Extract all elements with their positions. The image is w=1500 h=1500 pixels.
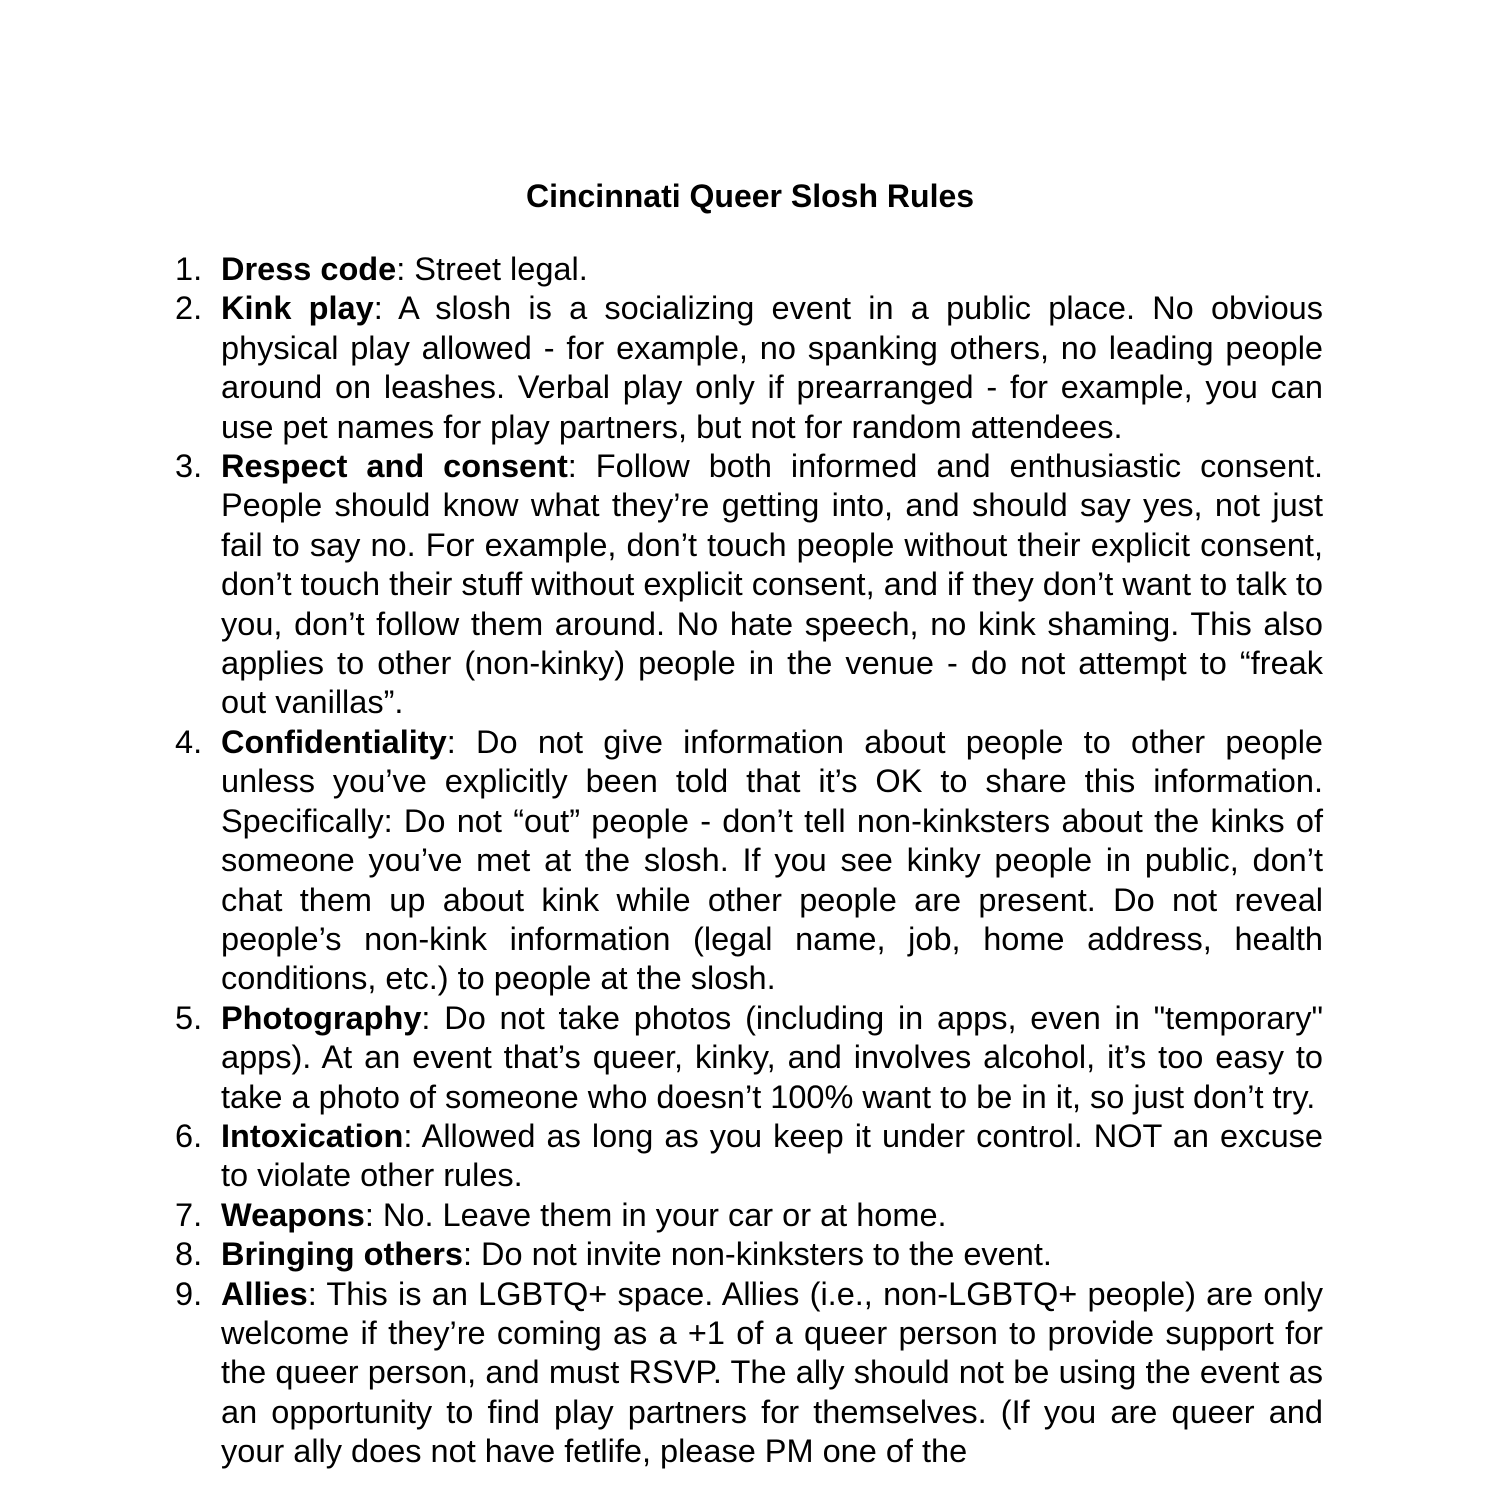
rule-number: 9.	[175, 1275, 203, 1312]
rule-item-allies	[175, 1275, 1323, 1472]
rule-term: Respect and consent	[221, 448, 568, 485]
rule-term: Allies	[221, 1275, 308, 1312]
rule-item-dress-code	[175, 250, 1323, 289]
rule-term: Dress code	[221, 251, 397, 287]
rule-text: : This is an LGBTQ+ space. Allies (i.e., non-LGBTQ+ people) are only welcome if they’re coming as a +1 of a queer person to provide support for the queer person, and must RSVP. The ally should not be using the event as an opportunity to find play partners for themselves. (If you are queer and your ally does not have fetlife, please PM one of the	[221, 1275, 1323, 1470]
rule-number: 8.	[175, 1236, 203, 1273]
rule-text: : No. Leave them in your car or at home.	[364, 1196, 947, 1233]
rule-item-kink-play	[175, 289, 1324, 447]
rule-item-confidentiality	[175, 723, 1323, 999]
rule-text: : Do not take photos (including in apps, even in "temporary" apps). At an event that’s queer, kinky, and involves alcohol, it’s too easy to take a photo of someone who doesn’t 100% want to be in it, so just don’t try.	[221, 999, 1323, 1115]
rule-text: : Do not invite non-kinksters to the event.	[462, 1236, 1052, 1273]
rule-item-weapons	[175, 1196, 1323, 1235]
rule-item-intoxication	[175, 1117, 1323, 1196]
rule-text: : A slosh is a socializing event in a public place. No obvious physical play allowed - for example, no spanking others, no leading people around on leashes. Verbal play only if prearranged - for example, you can use pet names for play partners, but not for random attendees.	[221, 290, 1324, 445]
rule-item-photography	[175, 999, 1323, 1117]
rules-list	[175, 250, 1324, 1472]
rule-term: Confidentiality	[221, 723, 447, 760]
rule-text: : Do not give information about people to other people unless you’ve explicitly been told that it’s OK to share this information. Specifically: Do not “out” people - don’t tell non-kinksters about the kinks of someone you’ve met at the slosh. If you see kinky people in public, don’t chat them up about kink while other people are present. Do not reveal people’s non-kink information (legal name, job, home address, health conditions, etc.) to people at the slosh.	[221, 723, 1323, 997]
rule-term: Weapons	[221, 1196, 365, 1233]
rule-term: Intoxication	[221, 1117, 404, 1154]
rule-term: Photography	[221, 999, 422, 1036]
rule-item-bringing-others	[175, 1235, 1323, 1274]
rule-number: 5.	[175, 999, 203, 1036]
rule-number: 3.	[175, 448, 203, 485]
rule-text: : Street legal.	[396, 251, 588, 287]
rule-number: 4.	[175, 723, 203, 760]
rule-text: : Allowed as long as you keep it under control. NOT an excuse to violate other rules.	[221, 1117, 1323, 1194]
rule-term: Kink play	[221, 290, 374, 327]
document-title: Cincinnati Queer Slosh Rules	[525, 178, 975, 214]
rule-number: 7.	[175, 1196, 203, 1233]
rule-number: 6.	[175, 1117, 203, 1154]
rule-text: : Follow both informed and enthusiastic consent. People should know what they’re getting into, and should say yes, not just fail to say no. For example, don’t touch people without their explicit consent, don’t touch their stuff without explicit consent, and if they don’t want to talk to you, don’t follow them around. No hate speech, no kink shaming. This also applies to other (non-kinky) people in the venue - do not attempt to “freak out vanillas”.	[221, 448, 1324, 721]
rule-number: 2.	[175, 290, 203, 327]
rule-term: Bringing others	[221, 1236, 463, 1273]
rule-item-respect-consent	[175, 447, 1324, 723]
rule-number: 1.	[175, 251, 203, 287]
